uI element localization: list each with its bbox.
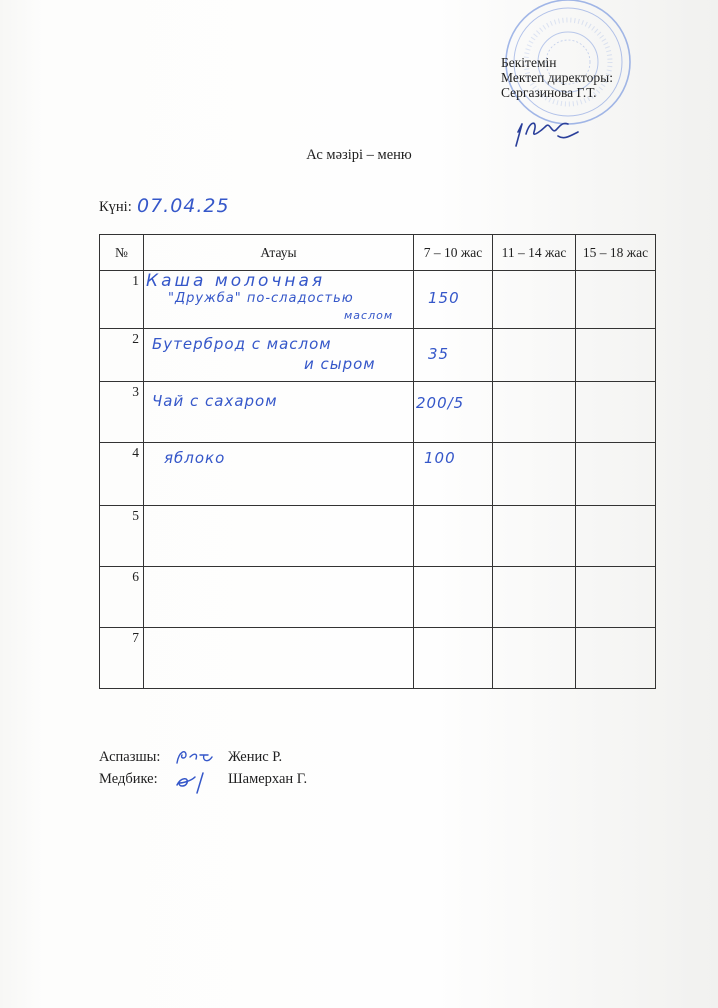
- dish-name-cell: [144, 271, 414, 329]
- table-row: [100, 506, 656, 567]
- column-header-name: Атауы: [144, 235, 414, 271]
- portion-15-18: [576, 567, 656, 628]
- table-row: [100, 382, 656, 443]
- dish-name-line: яблоко: [164, 449, 226, 467]
- date-label: Күні:: [99, 199, 132, 215]
- menu-table: [99, 234, 656, 689]
- portion-15-18: [576, 443, 656, 506]
- column-header-age-11-14: 11 – 14 жас: [493, 235, 576, 271]
- table-row: [100, 567, 656, 628]
- dish-name-line: "Дружба" по-сладостью: [168, 291, 354, 306]
- page-title: Ас мәзірі – меню: [306, 147, 412, 163]
- dish-name-cell: [144, 329, 414, 382]
- portion-15-18: [576, 628, 656, 689]
- portion-value: 35: [428, 345, 450, 363]
- portion-15-18: [576, 506, 656, 567]
- portion-7-10: [414, 271, 493, 329]
- portion-7-10: [414, 329, 493, 382]
- table-row: [100, 628, 656, 689]
- portion-value: 150: [428, 289, 460, 307]
- nurse-name: Шамерхан Г.: [228, 771, 308, 787]
- dish-name-line: и сыром: [304, 355, 376, 373]
- portion-7-10: [414, 567, 493, 628]
- approval-block: [501, 55, 613, 100]
- column-header-age-7-10: 7 – 10 жас: [414, 235, 493, 271]
- director-signature-icon: [512, 112, 584, 150]
- dish-name-line: маслом: [344, 309, 394, 322]
- row-number: 4: [100, 443, 144, 506]
- portion-7-10: [414, 628, 493, 689]
- dish-name-line: Каша молочная: [146, 271, 326, 291]
- portion-15-18: [576, 382, 656, 443]
- row-number: 1: [100, 271, 144, 329]
- portion-11-14: [493, 506, 576, 567]
- approval-line-1: Бекітемін: [501, 55, 557, 70]
- row-number: 6: [100, 567, 144, 628]
- portion-11-14: [493, 443, 576, 506]
- table-row: [100, 271, 656, 329]
- column-header-age-15-18: 15 – 18 жас: [576, 235, 656, 271]
- approval-line-3: Сергазинова Г.Т.: [501, 85, 597, 100]
- nurse-signature-icon: [173, 769, 219, 795]
- portion-11-14: [493, 628, 576, 689]
- dish-name-cell: [144, 382, 414, 443]
- portion-value: 200/5: [416, 394, 465, 412]
- portion-11-14: [493, 382, 576, 443]
- table-row: [100, 329, 656, 382]
- cook-signature-icon: [174, 745, 214, 767]
- cook-label: Аспазшы:: [99, 749, 161, 765]
- portion-7-10: [414, 382, 493, 443]
- dish-name-line: Чай с сахаром: [152, 392, 278, 410]
- cook-signature-row: [99, 749, 283, 766]
- row-number: 3: [100, 382, 144, 443]
- approval-line-2: Мектеп директоры:: [501, 70, 613, 85]
- dish-name-line: Бутерброд с маслом: [152, 335, 332, 353]
- portion-11-14: [493, 271, 576, 329]
- row-number: 2: [100, 329, 144, 382]
- portion-7-10: [414, 506, 493, 567]
- dish-name-cell: [144, 567, 414, 628]
- portion-11-14: [493, 329, 576, 382]
- row-number: 5: [100, 506, 144, 567]
- table-header-row: [100, 235, 656, 271]
- portion-15-18: [576, 271, 656, 329]
- dish-name-cell: [144, 443, 414, 506]
- dish-name-cell: [144, 506, 414, 567]
- column-header-number: №: [100, 235, 144, 271]
- table-row: [100, 443, 656, 506]
- portion-7-10: [414, 443, 493, 506]
- row-number: 7: [100, 628, 144, 689]
- cook-name: Женис Р.: [228, 749, 283, 765]
- dish-name-cell: [144, 628, 414, 689]
- nurse-signature-row: [99, 771, 308, 788]
- portion-11-14: [493, 567, 576, 628]
- portion-value: 100: [424, 449, 456, 467]
- nurse-label: Медбике:: [99, 771, 158, 787]
- portion-15-18: [576, 329, 656, 382]
- date-value: 07.04.25: [137, 195, 230, 217]
